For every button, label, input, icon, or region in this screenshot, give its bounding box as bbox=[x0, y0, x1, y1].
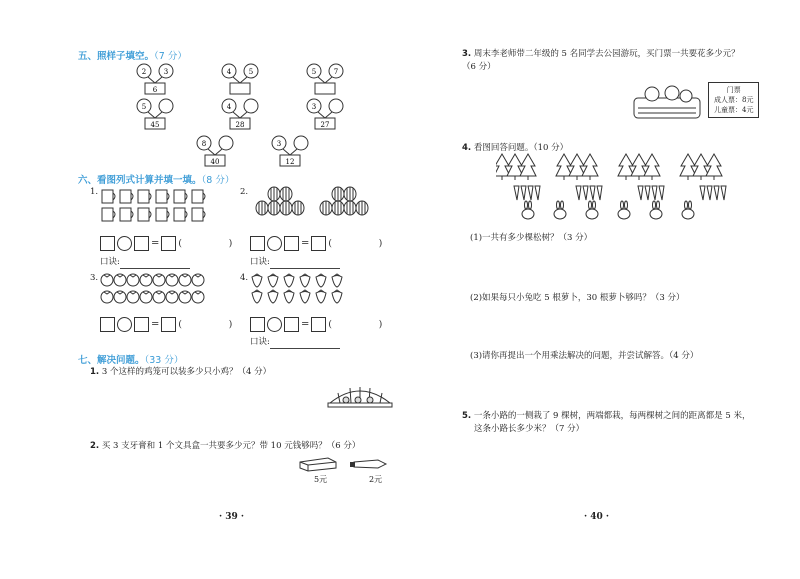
cup-icon bbox=[120, 190, 131, 203]
answer-box[interactable] bbox=[161, 236, 176, 251]
pot-number: 40 bbox=[210, 158, 220, 166]
ticket-child: 儿童票：4元 bbox=[714, 106, 754, 114]
answer-box[interactable] bbox=[250, 236, 265, 251]
section6-title: 六、看图列式计算并填一填。（8 分） bbox=[78, 175, 235, 186]
price-pencil-case: 5元 bbox=[314, 475, 328, 484]
answer-box[interactable] bbox=[161, 317, 176, 332]
carrot-icon bbox=[576, 186, 581, 200]
q4-text: 4. 看图回答问题。（10 分） bbox=[462, 143, 569, 153]
cup-icon bbox=[102, 190, 113, 203]
equation-row-2: = ( ) bbox=[250, 236, 404, 251]
answer-box[interactable] bbox=[284, 317, 299, 332]
toothpaste-icon bbox=[350, 456, 390, 472]
ticket-adult: 成人票：8元 bbox=[714, 96, 754, 104]
carrot-icon bbox=[645, 186, 650, 200]
rabbit-icon bbox=[682, 209, 694, 219]
answer-box[interactable] bbox=[100, 317, 115, 332]
answer-box[interactable] bbox=[134, 236, 149, 251]
flower-pot bbox=[222, 64, 258, 94]
answer-box[interactable] bbox=[134, 317, 149, 332]
pine-tree-icon bbox=[507, 154, 523, 176]
strawberry-icon bbox=[268, 292, 278, 304]
section7-title: 七、解决问题。（33 分） bbox=[78, 355, 184, 366]
cup-icon bbox=[102, 208, 113, 221]
q4-part1: (1)一共有多少棵松树？（3 分） bbox=[470, 233, 593, 243]
sub4-label: 4. bbox=[240, 273, 249, 283]
pine-tree-icon bbox=[680, 154, 696, 176]
carrot-icon bbox=[583, 186, 588, 200]
flower-number: 2 bbox=[141, 68, 147, 76]
strawberry-icon bbox=[316, 276, 326, 288]
price-toothpaste: 2元 bbox=[369, 475, 383, 484]
cup-icon bbox=[138, 190, 149, 203]
pine-trees-rabbits-figure bbox=[496, 152, 736, 224]
carrot-icon bbox=[714, 186, 719, 200]
cup-icon bbox=[156, 208, 167, 221]
rabbit-icon bbox=[650, 209, 662, 219]
carrot-icon bbox=[638, 186, 643, 200]
cup-icon bbox=[156, 190, 167, 203]
pine-tree-icon bbox=[556, 154, 572, 176]
tomato-icon bbox=[192, 291, 204, 303]
pine-tree-icon bbox=[569, 154, 585, 176]
equation-row-3: = ( ) bbox=[100, 317, 254, 332]
pot-number: 45 bbox=[150, 121, 160, 129]
tomato-icon bbox=[140, 274, 152, 286]
watermelon-icon bbox=[250, 186, 370, 228]
strawberry-icon bbox=[284, 276, 294, 288]
operator-circle[interactable] bbox=[267, 236, 282, 251]
ticket-price-board bbox=[708, 82, 759, 118]
answer-box[interactable] bbox=[100, 236, 115, 251]
pot-number: 12 bbox=[285, 158, 295, 166]
answer-box[interactable] bbox=[311, 236, 326, 251]
flower-number: 5 bbox=[248, 68, 254, 76]
section5-title: 五、照样子填空。（7 分） bbox=[78, 51, 187, 62]
sub1-label: 1. bbox=[90, 187, 99, 197]
answer-box[interactable] bbox=[250, 317, 265, 332]
rabbit-icon bbox=[554, 209, 566, 219]
strawberry-icon bbox=[300, 292, 310, 304]
tomato-icon bbox=[192, 274, 204, 286]
pot-number: 6 bbox=[152, 86, 158, 94]
tomato-icon bbox=[127, 274, 139, 286]
flower-number: 3 bbox=[163, 68, 169, 76]
rabbit-icon bbox=[586, 209, 598, 219]
flower-number: 4 bbox=[226, 68, 232, 76]
answer-line[interactable] bbox=[270, 339, 340, 349]
strawberry-icon bbox=[300, 276, 310, 288]
cup-icon bbox=[192, 190, 203, 203]
cup-icon bbox=[174, 208, 185, 221]
flower-number: 7 bbox=[333, 68, 339, 76]
answer-box[interactable] bbox=[284, 236, 299, 251]
flower-pot bbox=[222, 99, 258, 129]
chicken-coop-icon bbox=[326, 383, 394, 409]
flower-pot bbox=[197, 136, 233, 166]
rabbit-icon bbox=[522, 209, 534, 219]
carrot-icon bbox=[659, 186, 664, 200]
pine-tree-icon bbox=[520, 154, 536, 176]
family-car-icon bbox=[632, 84, 704, 124]
cup-icon bbox=[174, 190, 185, 203]
sub3-label: 3. bbox=[90, 273, 99, 283]
pine-tree-icon bbox=[706, 154, 722, 176]
sub2-label: 2. bbox=[240, 187, 249, 197]
pine-tree-icon bbox=[496, 154, 510, 176]
strawberry-icon bbox=[332, 292, 342, 304]
cups-icon bbox=[100, 188, 215, 228]
cup-icon bbox=[192, 208, 203, 221]
operator-circle[interactable] bbox=[117, 236, 132, 251]
cup-icon bbox=[120, 208, 131, 221]
answer-line[interactable] bbox=[270, 259, 340, 269]
equation-row-1: = ( ) bbox=[100, 236, 254, 251]
q1-text: 1. 3 个这样的鸡笼可以装多少只小鸡？（4 分） bbox=[90, 367, 272, 377]
strawberry-icon bbox=[252, 292, 262, 304]
answer-box[interactable] bbox=[311, 317, 326, 332]
carrot-icon bbox=[535, 186, 540, 200]
strawberry-icon bbox=[284, 292, 294, 304]
page-number-left: · 39 · bbox=[219, 512, 245, 522]
carrot-icon bbox=[528, 186, 533, 200]
tomato-icon bbox=[100, 272, 215, 312]
carrot-icon bbox=[590, 186, 595, 200]
carrot-icon bbox=[521, 186, 526, 200]
operator-circle[interactable] bbox=[117, 317, 132, 332]
strawberry-icon bbox=[252, 276, 262, 288]
flower-pot bbox=[307, 64, 343, 94]
tomato-icon bbox=[140, 291, 152, 303]
ticket-title: 门票 bbox=[726, 86, 741, 94]
q3-text: 3. 周末李老师带二年级的 5 名同学去公园游玩，买门票一共要花多少元？ （6 分） bbox=[462, 49, 740, 72]
flower-pot bbox=[272, 136, 308, 166]
tomato-icon bbox=[101, 274, 113, 286]
carrot-icon bbox=[514, 186, 519, 200]
pine-tree-icon bbox=[693, 154, 709, 176]
flower-pots-figure bbox=[120, 60, 380, 170]
flower-number: 3 bbox=[311, 103, 317, 111]
flower-number: 5 bbox=[141, 103, 147, 111]
tomato-icon bbox=[101, 291, 113, 303]
tomato-icon bbox=[127, 291, 139, 303]
pine-tree-icon bbox=[631, 154, 647, 176]
flower-number: 3 bbox=[276, 140, 282, 148]
operator-circle[interactable] bbox=[267, 317, 282, 332]
answer-line[interactable] bbox=[120, 259, 190, 269]
pencil-case-icon bbox=[298, 456, 338, 472]
carrot-icon bbox=[700, 186, 705, 200]
tomato-icon bbox=[153, 274, 165, 286]
koujue-2: 口诀: bbox=[250, 256, 340, 269]
flower-number: 8 bbox=[201, 140, 207, 148]
strawberry-icon bbox=[268, 276, 278, 288]
carrot-icon bbox=[652, 186, 657, 200]
flower-pot bbox=[137, 99, 173, 129]
tomato-icon bbox=[114, 274, 126, 286]
q4-part2: (2)如果每只小兔吃 5 根萝卜，30 根萝卜够吗？（3 分） bbox=[470, 293, 685, 303]
carrot-icon bbox=[721, 186, 726, 200]
cup-icon bbox=[138, 208, 149, 221]
tomato-icon bbox=[114, 291, 126, 303]
flower-pot bbox=[307, 99, 343, 129]
tomato-icon bbox=[166, 291, 178, 303]
strawberry-icon bbox=[332, 276, 342, 288]
pine-tree-icon bbox=[618, 154, 634, 176]
q5-text: 5. 一条小路的一侧栽了 9 棵树，两端都栽，每两棵树之间的距离都是 5 米， 这条小路长多少米？（7 分） bbox=[462, 411, 751, 434]
flower-pot bbox=[137, 64, 173, 94]
tomato-icon bbox=[166, 274, 178, 286]
pot-number: 27 bbox=[320, 121, 330, 129]
flower-number: 4 bbox=[226, 103, 232, 111]
tomato-icon bbox=[179, 291, 191, 303]
strawberry-icon bbox=[316, 292, 326, 304]
koujue-1: 口诀: bbox=[100, 256, 190, 269]
q4-part3: (3)请你再提出一个用乘法解决的问题，并尝试解答。（4 分） bbox=[470, 351, 699, 361]
pine-tree-icon bbox=[582, 154, 598, 176]
equation-row-4: = ( ) bbox=[250, 317, 404, 332]
flower-number: 5 bbox=[311, 68, 317, 76]
tomato-icon bbox=[179, 274, 191, 286]
page-number-right: · 40 · bbox=[584, 512, 610, 522]
pine-tree-icon bbox=[644, 154, 660, 176]
carrot-icon bbox=[707, 186, 712, 200]
rabbit-icon bbox=[618, 209, 630, 219]
q2-text: 2. 买 3 支牙膏和 1 个文具盒一共要多少元？带 10 元钱够吗？（6 分） bbox=[90, 441, 361, 451]
tomato-icon bbox=[153, 291, 165, 303]
koujue-4: 口诀: bbox=[250, 336, 340, 349]
carrot-icon bbox=[597, 186, 602, 200]
pot-number: 28 bbox=[235, 121, 245, 129]
strawberry-icon bbox=[250, 272, 360, 306]
